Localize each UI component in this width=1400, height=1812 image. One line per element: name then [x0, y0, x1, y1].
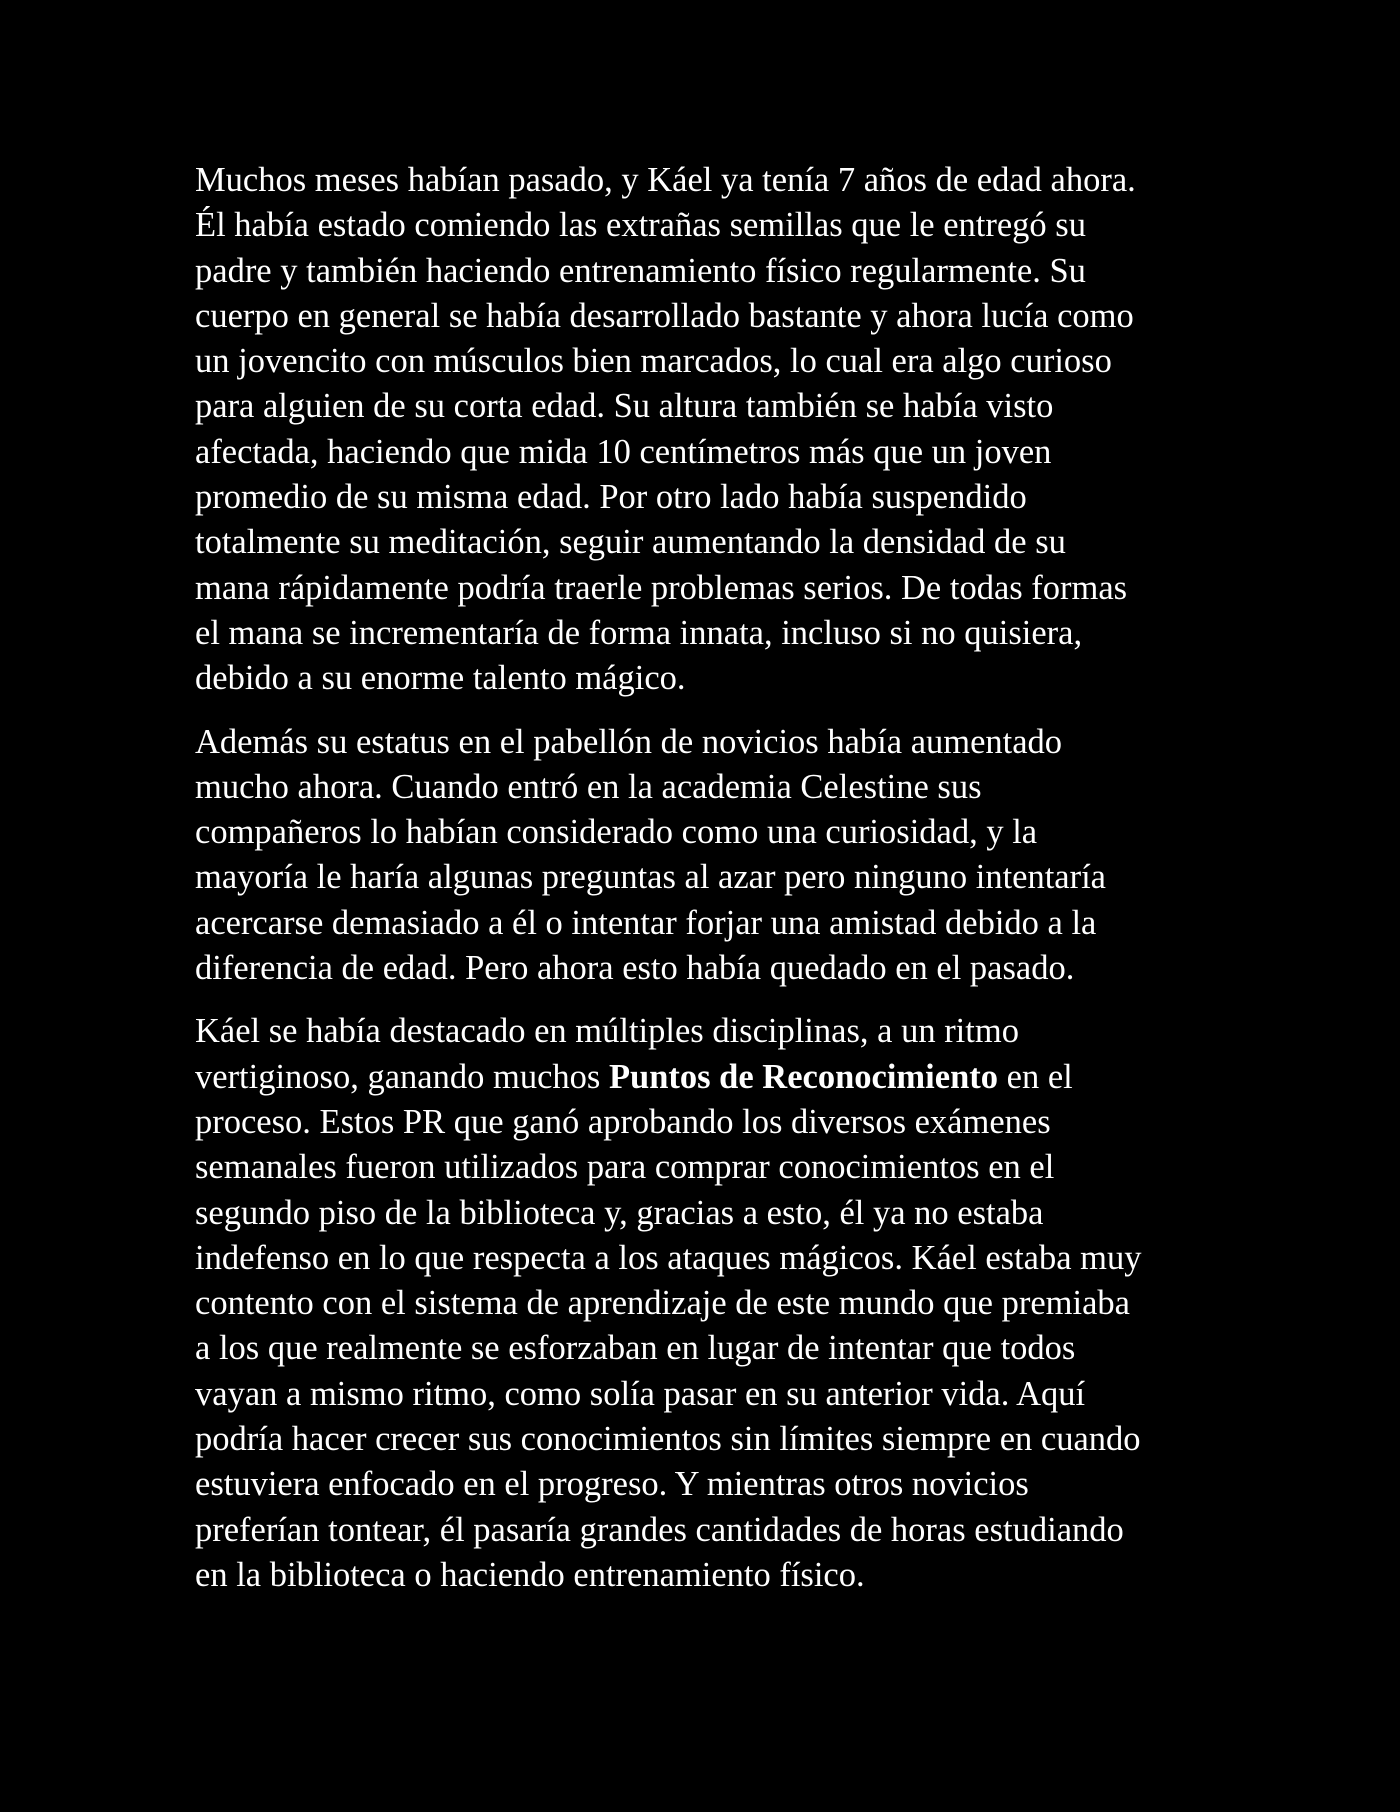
text-line: preferían tontear, él pasaría grandes cantidades de horas estudiando [195, 1510, 1124, 1549]
text-line: promedio de su misma edad. Por otro lado había suspendido [195, 478, 1027, 517]
text-line: vayan a mismo ritmo, como solía pasar en su anterior vida. Aquí [195, 1374, 1086, 1413]
text-line: Además su estatus en el pabellón de novicios había aumentado [195, 722, 1063, 761]
paragraph-3 [195, 1009, 1225, 1598]
paragraph-2 [195, 720, 1225, 992]
text-line: en la biblioteca o haciendo entrenamiento físico. [195, 1555, 865, 1594]
text-segment: vertiginoso, ganando muchos [195, 1057, 609, 1096]
text-line: padre y también haciendo entrenamiento físico regularmente. Su [195, 251, 1086, 290]
text-line: un jovencito con músculos bien marcados, lo cual era algo curioso [195, 342, 1112, 381]
page-text [195, 158, 1225, 1616]
text-line: cuerpo en general se había desarrollado bastante y ahora lucía como [195, 296, 1134, 335]
text-line: debido a su enorme talento mágico. [195, 659, 686, 698]
text-line: totalmente su meditación, seguir aumentando la densidad de su [195, 523, 1066, 562]
text-line: Él había estado comiendo las extrañas semillas que le entregó su [195, 206, 1086, 245]
text-line: mucho ahora. Cuando entró en la academia Celestine sus [195, 767, 982, 806]
text-line: el mana se incrementaría de forma innata, incluso si no quisiera, [195, 613, 1083, 652]
text-line: para alguien de su corta edad. Su altura también se había visto [195, 387, 1054, 426]
text-segment: en el [998, 1057, 1073, 1096]
text-line: contento con el sistema de aprendizaje de este mundo que premiaba [195, 1284, 1130, 1323]
text-line: compañeros lo habían considerado como una curiosidad, y la [195, 813, 1038, 852]
text-line: Káel se había destacado en múltiples disciplinas, a un ritmo [195, 1012, 1019, 1051]
paragraph-1 [195, 158, 1225, 702]
text-line: semanales fueron utilizados para comprar conocimientos en el [195, 1148, 1055, 1187]
text-line: estuviera enfocado en el progreso. Y mientras otros novicios [195, 1465, 1029, 1504]
text-line: acercarse demasiado a él o intentar forjar una amistad debido a la [195, 903, 1097, 942]
text-line: proceso. Estos PR que ganó aprobando los diversos exámenes [195, 1102, 1051, 1141]
text-line: segundo piso de la biblioteca y, gracias a esto, él ya no estaba [195, 1193, 1044, 1232]
text-line: podría hacer crecer sus conocimientos sin límites siempre en cuando [195, 1420, 1141, 1459]
text-line: a los que realmente se esforzaban en lugar de intentar que todos [195, 1329, 1076, 1368]
text-line: diferencia de edad. Pero ahora esto había quedado en el pasado. [195, 949, 1075, 988]
text-line: indefenso en lo que respecta a los ataques mágicos. Káel estaba muy [195, 1238, 1142, 1277]
text-line-with-bold [195, 1055, 1225, 1100]
text-line: afectada, haciendo que mida 10 centímetros más que un joven [195, 432, 1052, 471]
bold-term: Puntos de Reconocimiento [608, 1057, 998, 1096]
text-line: mana rápidamente podría traerle problemas serios. De todas formas [195, 568, 1128, 607]
text-line: Muchos meses habían pasado, y Káel ya tenía 7 años de edad ahora. [195, 161, 1136, 199]
text-line: mayoría le haría algunas preguntas al azar pero ninguno intentaría [195, 858, 1106, 897]
